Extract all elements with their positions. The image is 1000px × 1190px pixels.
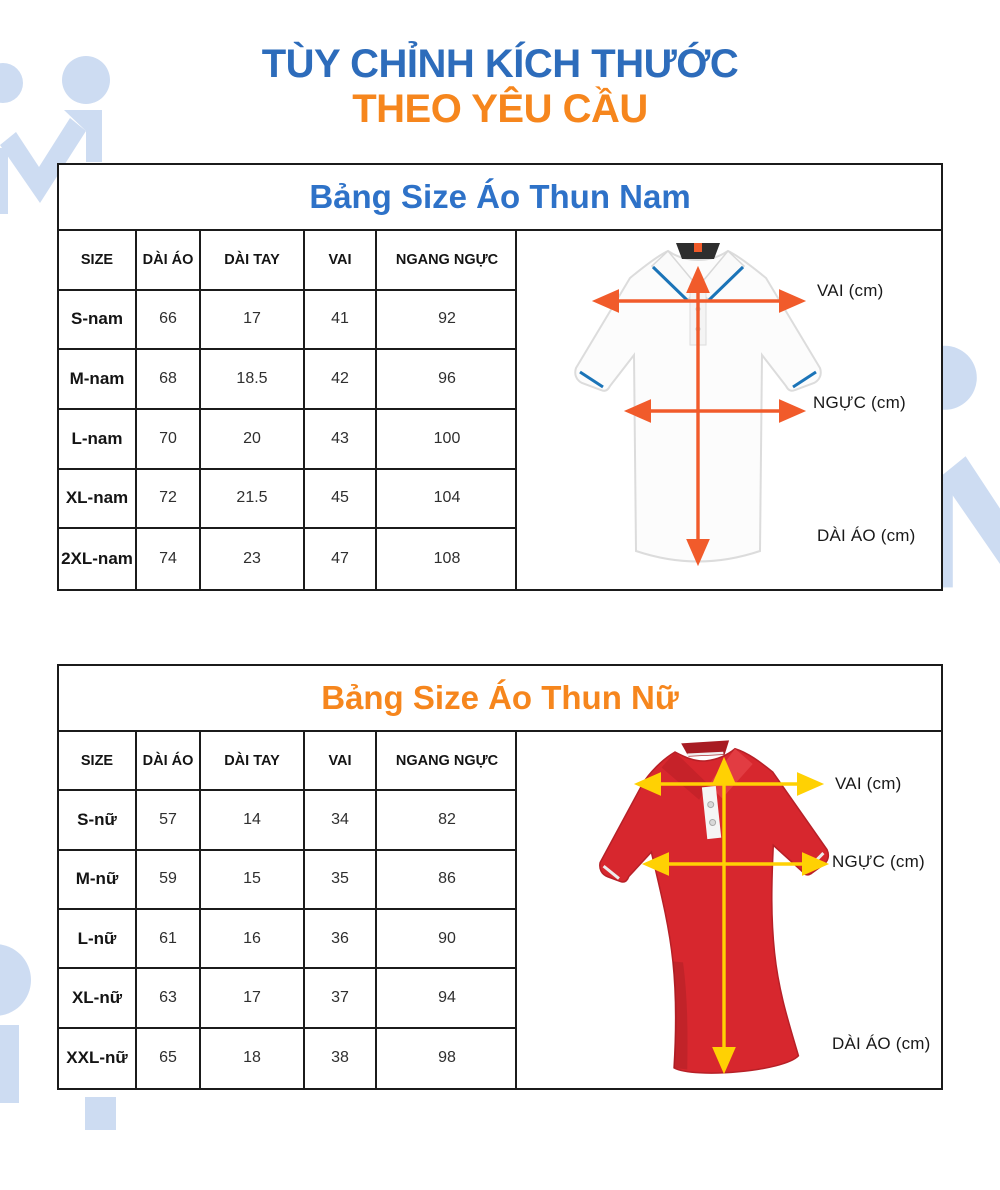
page-title-line1: TÙY CHỈNH KÍCH THƯỚC	[261, 42, 739, 86]
size-label: S-nữ	[59, 791, 137, 850]
table-value: 72	[137, 470, 201, 530]
table-value: 90	[377, 910, 517, 969]
size-label: XXL-nữ	[59, 1029, 137, 1088]
table-value: 63	[137, 969, 201, 1028]
column-header: DÀI TAY	[201, 732, 305, 791]
column-header: DÀI ÁO	[137, 732, 201, 791]
column-header: VAI	[305, 732, 377, 791]
logo-watermark-right	[940, 245, 1000, 597]
page-title-line2: THEO YÊU CẦU	[352, 87, 648, 131]
table-value: 45	[305, 470, 377, 530]
table-value: 104	[377, 470, 517, 530]
table-value: 59	[137, 851, 201, 910]
size-label: S-nam	[59, 291, 137, 351]
table-value: 14	[201, 791, 305, 850]
table-value: 21.5	[201, 470, 305, 530]
logo-watermark-bottom-left	[0, 860, 31, 1190]
table-value: 18.5	[201, 350, 305, 410]
women-size-chart-panel	[57, 664, 943, 1090]
table-value: 17	[201, 969, 305, 1028]
table-value: 34	[305, 791, 377, 850]
men-size-chart-panel	[57, 163, 943, 591]
table-value: 23	[201, 529, 305, 589]
size-label: M-nam	[59, 350, 137, 410]
table-value: 61	[137, 910, 201, 969]
table-value: 57	[137, 791, 201, 850]
table-value: 65	[137, 1029, 201, 1088]
men-size-chart-title: Bảng Size Áo Thun Nam	[59, 165, 941, 231]
page-title	[0, 42, 1000, 132]
women-size-table	[59, 732, 517, 1088]
table-value: 43	[305, 410, 377, 470]
table-value: 36	[305, 910, 377, 969]
size-label: 2XL-nam	[59, 529, 137, 589]
women-polo-diagram	[517, 732, 941, 1088]
table-value: 42	[305, 350, 377, 410]
logo-watermark-square	[85, 1097, 116, 1130]
table-value: 18	[201, 1029, 305, 1088]
size-label: M-nữ	[59, 851, 137, 910]
table-value: 108	[433, 550, 461, 568]
column-header: SIZE	[59, 231, 137, 291]
size-label: L-nam	[59, 410, 137, 470]
table-value: 47	[305, 529, 377, 589]
size-label: XL-nữ	[59, 969, 137, 1028]
men-nguc-label: NGỰC (cm)	[813, 393, 906, 412]
table-value: 98	[438, 1049, 456, 1067]
column-header: SIZE	[59, 732, 137, 791]
table-value: 38	[305, 1029, 377, 1088]
table-value: 82	[377, 791, 517, 850]
table-value: 16	[201, 910, 305, 969]
table-value: 96	[377, 350, 517, 410]
table-value: 15	[201, 851, 305, 910]
table-value: 37	[305, 969, 377, 1028]
column-header: DÀI TAY	[201, 231, 305, 291]
women-vai-label: VAI (cm)	[835, 774, 902, 793]
men-daiao-label: DÀI ÁO (cm)	[817, 526, 916, 545]
table-value: 74	[137, 529, 201, 589]
table-value: 35	[305, 851, 377, 910]
women-nguc-label: NGỰC (cm)	[832, 852, 925, 871]
men-vai-label: VAI (cm)	[817, 281, 884, 300]
table-value: 20	[201, 410, 305, 470]
size-label: L-nữ	[59, 910, 137, 969]
table-value: 70	[137, 410, 201, 470]
men-size-table	[59, 231, 517, 589]
table-value: 92	[377, 291, 517, 351]
column-header: VAI	[305, 231, 377, 291]
column-header: NGANG NGỰC	[377, 732, 517, 791]
size-label: XL-nam	[59, 470, 137, 530]
table-value: 17	[201, 291, 305, 351]
column-header: NGANG NGỰC	[377, 231, 517, 291]
women-daiao-label: DÀI ÁO (cm)	[832, 1034, 931, 1053]
women-size-chart-title: Bảng Size Áo Thun Nữ	[59, 666, 941, 732]
table-value: 100	[377, 410, 517, 470]
table-value: 41	[305, 291, 377, 351]
table-value: 68	[137, 350, 201, 410]
table-value: 86	[377, 851, 517, 910]
table-value: 94	[377, 969, 517, 1028]
table-value: 66	[137, 291, 201, 351]
men-polo-diagram	[517, 231, 941, 589]
column-header: DÀI ÁO	[137, 231, 201, 291]
